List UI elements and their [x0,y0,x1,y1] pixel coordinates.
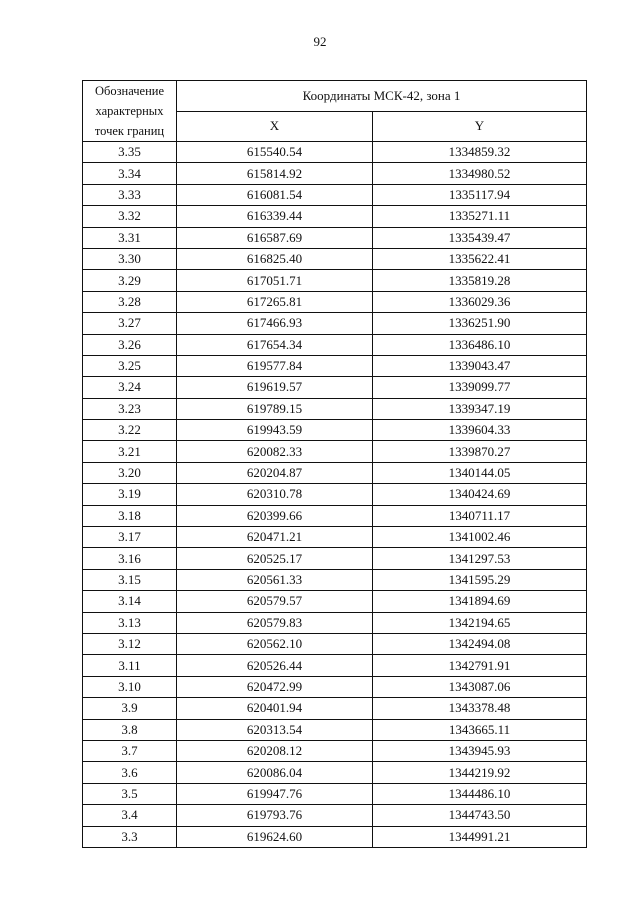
point-cell: 3.28 [83,291,177,312]
table-row [83,612,587,633]
table-row [83,505,587,526]
point-cell: 3.18 [83,505,177,526]
table-row [83,719,587,740]
point-column-header [83,81,177,142]
y-value-cell: 1340424.69 [373,484,587,505]
point-cell: 3.21 [83,441,177,462]
point-cell: 3.33 [83,184,177,205]
x-value-cell: 617051.71 [177,270,373,291]
x-value-cell: 617466.93 [177,313,373,334]
table-row [83,334,587,355]
x-value-cell: 620082.33 [177,441,373,462]
x-value-cell: 620313.54 [177,719,373,740]
point-header-line-1: Обозначение [94,84,165,98]
point-cell: 3.23 [83,398,177,419]
x-value-cell: 619947.76 [177,783,373,804]
table-row [83,484,587,505]
table-row [83,527,587,548]
x-value-cell: 617654.34 [177,334,373,355]
y-value-cell: 1334980.52 [373,163,587,184]
y-value-cell: 1342194.65 [373,612,587,633]
point-cell: 3.34 [83,163,177,184]
table-row [83,698,587,719]
y-value-cell: 1343945.93 [373,740,587,761]
y-value-cell: 1340144.05 [373,462,587,483]
x-value-cell: 615540.54 [177,142,373,163]
x-value-cell: 615814.92 [177,163,373,184]
x-value-cell: 619624.60 [177,826,373,847]
y-value-cell: 1342791.91 [373,655,587,676]
point-cell: 3.9 [83,698,177,719]
point-cell: 3.20 [83,462,177,483]
point-cell: 3.12 [83,633,177,654]
x-value-cell: 616587.69 [177,227,373,248]
table-row [83,762,587,783]
table-row [83,569,587,590]
y-value-cell: 1344486.10 [373,783,587,804]
point-cell: 3.17 [83,527,177,548]
coordinates-group-header: Координаты МСК-42, зона 1 [177,81,587,112]
y-value-cell: 1341894.69 [373,591,587,612]
y-value-cell: 1336251.90 [373,313,587,334]
point-cell: 3.27 [83,313,177,334]
table-row [83,420,587,441]
y-value-cell: 1344991.21 [373,826,587,847]
table-row [83,206,587,227]
point-cell: 3.22 [83,420,177,441]
y-value-cell: 1335819.28 [373,270,587,291]
y-value-cell: 1336486.10 [373,334,587,355]
table-row [83,655,587,676]
table-row [83,398,587,419]
point-cell: 3.19 [83,484,177,505]
y-value-cell: 1339099.77 [373,377,587,398]
y-value-cell: 1343665.11 [373,719,587,740]
point-cell: 3.32 [83,206,177,227]
point-cell: 3.15 [83,569,177,590]
y-value-cell: 1341595.29 [373,569,587,590]
x-value-cell: 620204.87 [177,462,373,483]
x-value-cell: 620471.21 [177,527,373,548]
point-cell: 3.11 [83,655,177,676]
y-value-cell: 1344219.92 [373,762,587,783]
y-value-cell: 1339870.27 [373,441,587,462]
point-cell: 3.30 [83,248,177,269]
point-cell: 3.13 [83,612,177,633]
x-column-header: X [177,111,373,142]
point-cell: 3.31 [83,227,177,248]
point-cell: 3.5 [83,783,177,804]
table-row [83,142,587,163]
point-cell: 3.16 [83,548,177,569]
x-value-cell: 616825.40 [177,248,373,269]
point-cell: 3.3 [83,826,177,847]
x-value-cell: 620472.99 [177,676,373,697]
table-row [83,826,587,847]
point-cell: 3.10 [83,676,177,697]
y-value-cell: 1335271.11 [373,206,587,227]
table-row [83,270,587,291]
point-header-line-3: точек границ [94,124,165,138]
y-value-cell: 1339347.19 [373,398,587,419]
y-value-cell: 1334859.32 [373,142,587,163]
x-value-cell: 620086.04 [177,762,373,783]
point-header-line-2: характерных [95,104,164,118]
point-cell: 3.29 [83,270,177,291]
table-row [83,548,587,569]
y-value-cell: 1341002.46 [373,527,587,548]
point-cell: 3.7 [83,740,177,761]
point-cell: 3.14 [83,591,177,612]
x-value-cell: 619793.76 [177,805,373,826]
table-row [83,633,587,654]
y-value-cell: 1343087.06 [373,676,587,697]
y-value-cell: 1341297.53 [373,548,587,569]
y-value-cell: 1343378.48 [373,698,587,719]
x-value-cell: 619943.59 [177,420,373,441]
table-row [83,783,587,804]
x-value-cell: 620579.57 [177,591,373,612]
table-row [83,377,587,398]
point-cell: 3.24 [83,377,177,398]
x-value-cell: 620561.33 [177,569,373,590]
table-row [83,355,587,376]
table-row [83,184,587,205]
table-row [83,740,587,761]
table-row [83,163,587,184]
x-value-cell: 620579.83 [177,612,373,633]
x-value-cell: 620208.12 [177,740,373,761]
coordinates-table [82,80,587,848]
y-column-header: Y [373,111,587,142]
y-value-cell: 1335622.41 [373,248,587,269]
table-row [83,441,587,462]
point-cell: 3.35 [83,142,177,163]
point-cell: 3.6 [83,762,177,783]
x-value-cell: 616339.44 [177,206,373,227]
coordinates-table-body [83,142,587,848]
table-row [83,591,587,612]
y-value-cell: 1339604.33 [373,420,587,441]
point-cell: 3.25 [83,355,177,376]
x-value-cell: 619619.57 [177,377,373,398]
x-value-cell: 620310.78 [177,484,373,505]
x-value-cell: 620525.17 [177,548,373,569]
x-value-cell: 620526.44 [177,655,373,676]
point-cell: 3.8 [83,719,177,740]
x-value-cell: 620562.10 [177,633,373,654]
table-row [83,313,587,334]
table-row [83,248,587,269]
page-number: 92 [313,34,327,49]
x-value-cell: 617265.81 [177,291,373,312]
y-value-cell: 1340711.17 [373,505,587,526]
y-value-cell: 1335117.94 [373,184,587,205]
x-value-cell: 620399.66 [177,505,373,526]
y-value-cell: 1344743.50 [373,805,587,826]
y-value-cell: 1342494.08 [373,633,587,654]
table-row [83,462,587,483]
y-value-cell: 1339043.47 [373,355,587,376]
y-value-cell: 1336029.36 [373,291,587,312]
x-value-cell: 619789.15 [177,398,373,419]
y-value-cell: 1335439.47 [373,227,587,248]
x-value-cell: 616081.54 [177,184,373,205]
table-row [83,676,587,697]
point-cell: 3.26 [83,334,177,355]
point-cell: 3.4 [83,805,177,826]
x-value-cell: 619577.84 [177,355,373,376]
table-row [83,291,587,312]
table-row [83,805,587,826]
x-value-cell: 620401.94 [177,698,373,719]
table-row [83,227,587,248]
